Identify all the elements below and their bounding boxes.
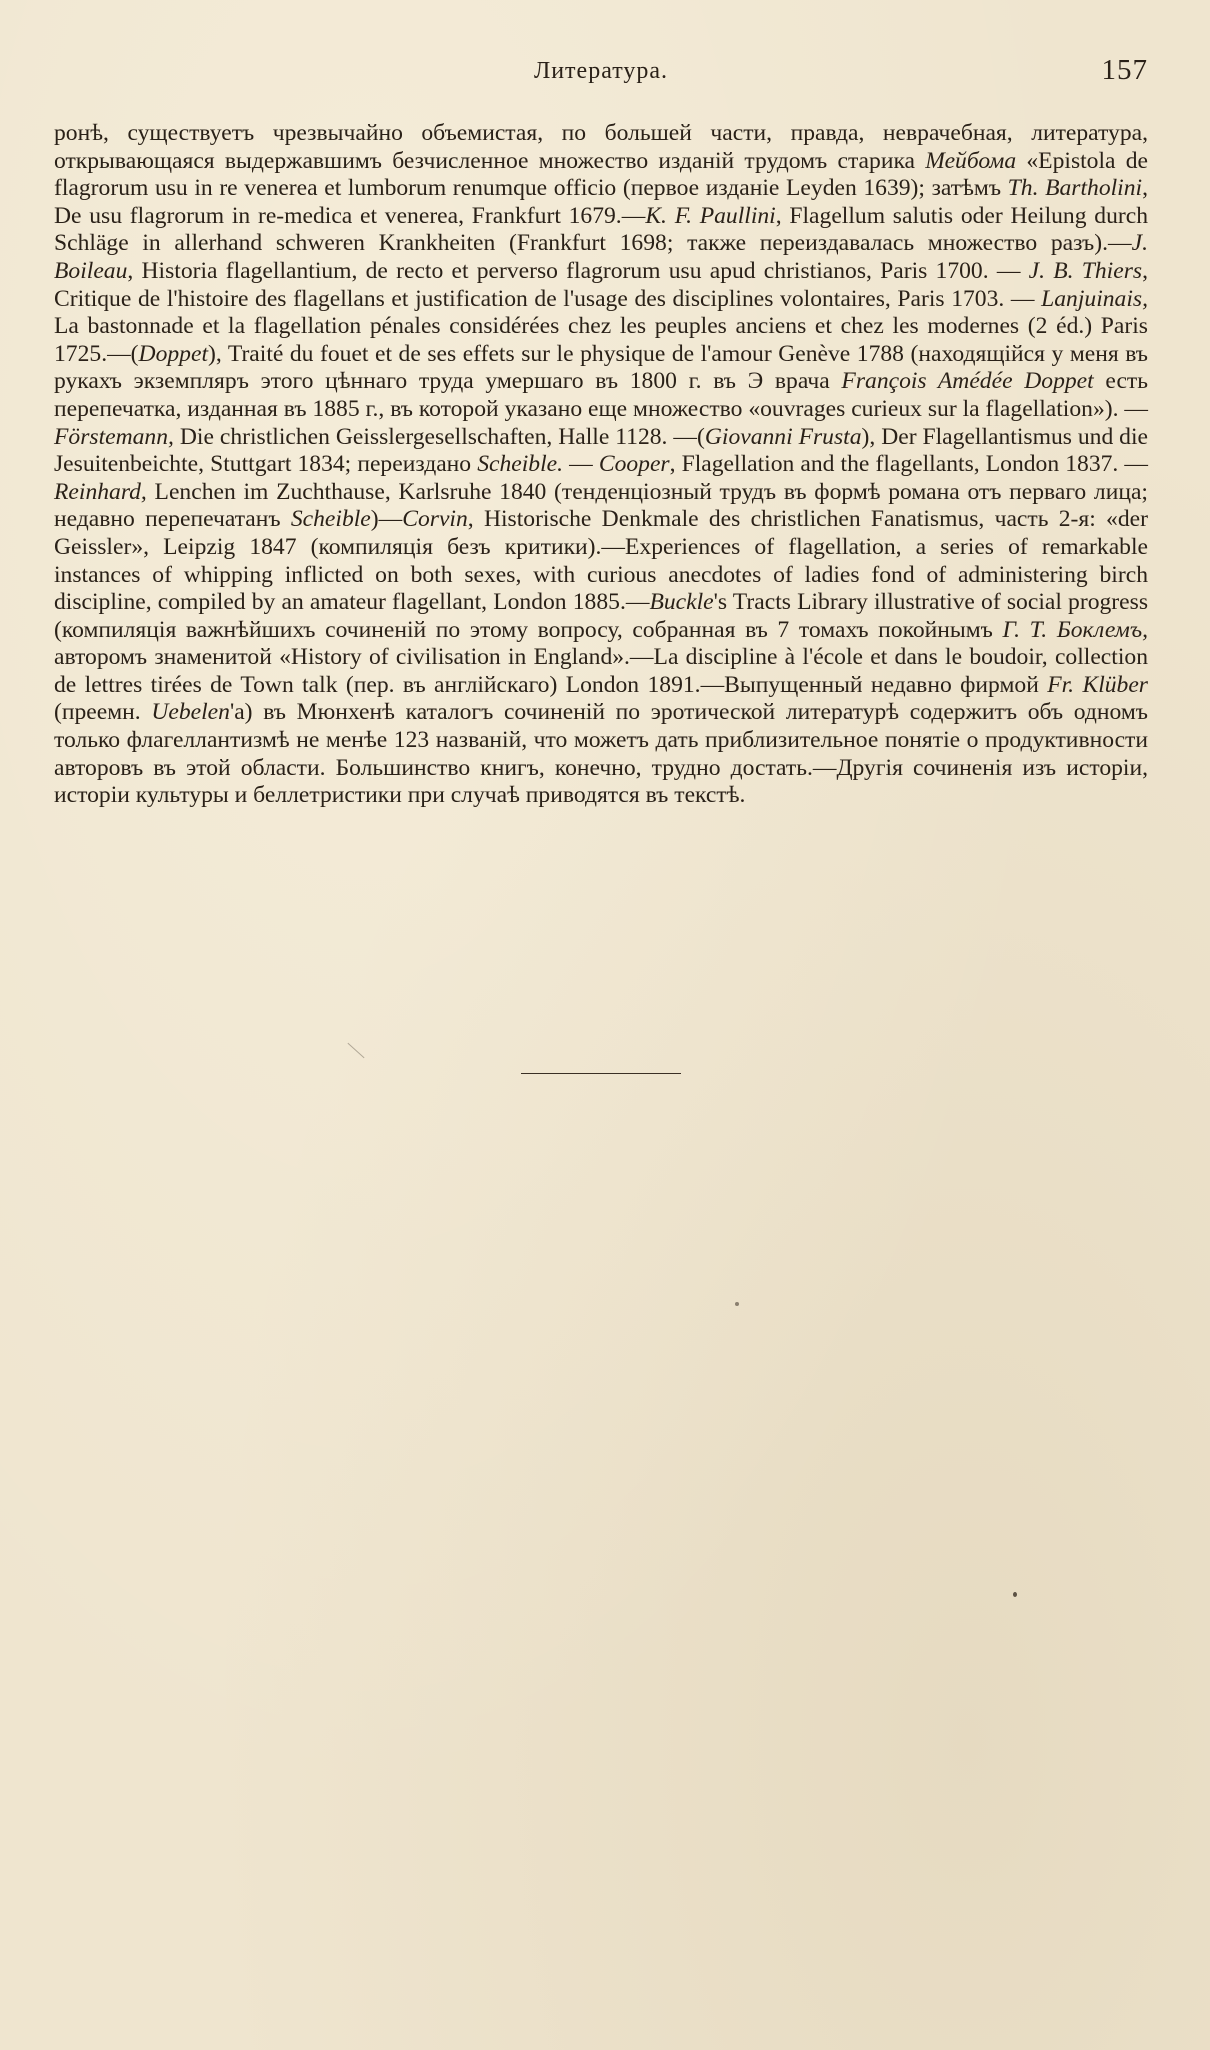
text-run: ронѣ, существуетъ чрезвычайно объемистая, по большей части, правда, неврачебная, литература, открывающаяся выдержавшимъ безчисленное множество изданій трудомъ старика: [54, 120, 1148, 174]
paper-scratch: [347, 1043, 364, 1058]
author-name: Reinhard,: [54, 478, 147, 505]
author-name: Cooper: [598, 451, 670, 478]
text-run: 'а) въ Мюнхенѣ каталогъ сочиненій по эротической литературѣ содержитъ объ одномъ только флагеллантизмѣ не менѣе 123 названій, что можетъ дать приблизительное понятіе о продуктивности авторовъ въ этой области. Большинство книгъ, конечно, трудно достать.—Другія сочиненія изъ исторіи, исторіи культуры и беллетристики при случаѣ приводятся въ текстѣ.: [54, 699, 1148, 809]
text-run: Lenchen im Zuchthause, Karlsruhe 1840 (тенденціозный трудъ въ формѣ романа отъ перваго лица; недавно перепечатанъ: [54, 478, 1148, 533]
text-run: , Flagellum salutis oder Heilung durch Schläge in allerhand schweren Krankheiten (Frankfurt 1698; также переиздавалась множество разъ).—: [54, 202, 1148, 257]
text-run: есть перепечатка, изданная въ 1885 г., въ которой указано еще множество «ouvrages curieux sur la flagellation»). —: [54, 368, 1148, 422]
text-run: , Historische Denkmale des christlichen Fanatismus, часть 2-я: «der Geissler», Leipzig 1847 (компиляція безъ критики).—Experiences of flagellation, a series of remarkable instances of whipping inflicted on both sexes, with curious anecdotes of ladies fond of administering birch discipline, compiled by an amateur flagellant, London 1885.—: [54, 506, 1148, 616]
paper-speck: [735, 1302, 739, 1306]
author-name: Scheible.: [477, 451, 564, 478]
author-name: Мейбома: [925, 147, 1017, 174]
page-number: 157: [1101, 54, 1148, 86]
body-paragraph: [54, 120, 1148, 810]
text-run: авторомъ знаменитой «History of civilisation in England».—La discipline à l'école et dans le boudoir, collection de lettres tirées de Town talk (пер. въ англійскаго) London 1891.—Выпущенный недавно фирмой: [54, 644, 1148, 698]
text-run: La bastonnade et la flagellation pénales considérées chez les peuples anciens et chez les modernes (2 éd.) Paris 1725.—(: [54, 313, 1148, 367]
author-name: Doppet: [138, 340, 209, 367]
section-divider: [521, 1073, 681, 1074]
text-run: —: [563, 451, 599, 478]
text-run: (преемн.: [54, 699, 152, 726]
author-name: François Amédée Doppet: [841, 368, 1094, 395]
text-run: , Flagellation and the flagellants, London 1837. —: [669, 451, 1149, 478]
author-name: Lanjuinais,: [1041, 285, 1148, 312]
author-name: Г. Т. Боклемъ,: [1002, 616, 1148, 643]
text-run: )—: [370, 506, 403, 533]
author-name: J. B. Thiers: [1028, 257, 1143, 284]
author-name: Förstemann,: [54, 423, 174, 450]
author-name: K. F. Paullini: [645, 202, 776, 229]
author-name: Uebelen: [151, 699, 230, 726]
text-run: ), Der Flagellantismus und die Jesuitenbeichte, Stuttgart 1834; переиздано: [54, 423, 1148, 478]
text-run: «Epistola de flagrorum usu in re venerea et lumborum renumque officio (первое изданіе Leyden 1639); затѣмъ: [54, 147, 1148, 202]
author-name: Scheible: [290, 506, 371, 533]
text-run: 's Tracts Library illustrative of social progress (компиляція важнѣйшихъ сочиненій по этому вопросу, собранная въ 7 томахъ покойнымъ: [54, 589, 1148, 643]
author-name: J. Boileau: [54, 230, 1148, 284]
text-run: , De usu flagrorum in re-medica et venerea, Frankfurt 1679.—: [54, 175, 1148, 229]
paper-speck: [1013, 1592, 1017, 1597]
text-run: , Critique de l'histoire des flagellans et justification de l'usage des disciplines volontaires, Paris 1703. —: [54, 257, 1148, 312]
author-name: Giovanni Frusta: [704, 423, 862, 450]
author-name: Th. Bartholini: [1007, 175, 1143, 202]
author-name: Fr. Klüber: [1047, 671, 1148, 698]
author-name: Corvin: [402, 506, 468, 533]
paragraph-text: [54, 120, 1148, 810]
text-run: Die christlichen Geisslergesellschaften, Halle 1128. —(: [173, 423, 705, 450]
text-run: , Historia flagellantium, de recto et perverso flagrorum usu apud christianos, Paris 1700. —: [127, 257, 1029, 284]
running-title: Литература.: [533, 58, 669, 84]
text-run: ), Traité du fouet et de ses effets sur le physique de l'amour Genève 1788 (находящійся у меня въ рукахъ экземпляръ этого цѣннаго труда умершаго въ 1800 г. въ Э врача: [54, 340, 1148, 395]
author-name: Buckle: [649, 589, 714, 616]
running-head: [54, 52, 1148, 92]
